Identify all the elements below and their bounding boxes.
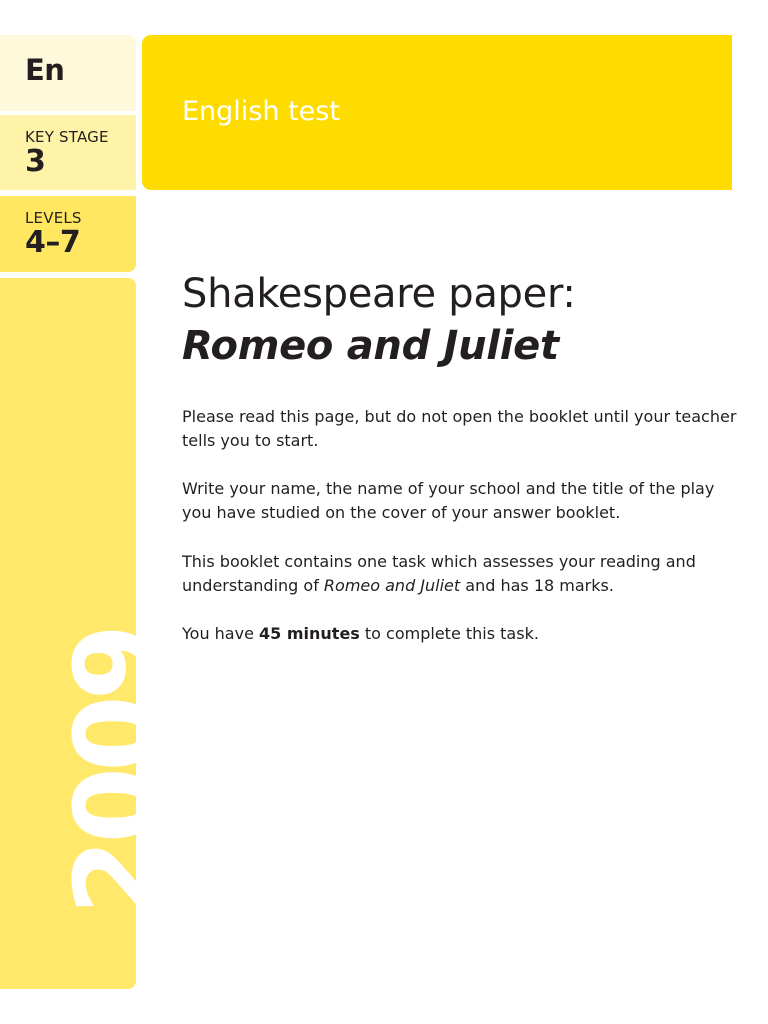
play-name-inline: Romeo and Juliet bbox=[323, 576, 461, 595]
instruction-text: and has 18 marks. bbox=[460, 576, 614, 595]
test-banner bbox=[142, 35, 732, 190]
levels-label: LEVELS bbox=[25, 209, 82, 227]
instruction-paragraph bbox=[182, 550, 742, 598]
instruction-paragraph bbox=[182, 622, 742, 646]
subject-code: En bbox=[25, 53, 65, 87]
cover-content bbox=[182, 268, 737, 643]
instruction-text: This booklet contains one task which assesses your reading and understanding of bbox=[182, 552, 696, 595]
test-name: English test bbox=[182, 96, 340, 127]
key-stage-value: 3 bbox=[25, 144, 46, 179]
year-text: 2009 bbox=[51, 628, 179, 915]
year-bar bbox=[0, 278, 179, 989]
play-title: Romeo and Juliet bbox=[182, 323, 559, 369]
levels-tab bbox=[0, 196, 136, 272]
instruction-text: to complete this task. bbox=[359, 624, 539, 643]
subject-tab bbox=[0, 35, 136, 111]
instruction-paragraph: Please read this page, but do not open the booklet until your teacher tells you to start. bbox=[182, 407, 737, 450]
levels-value: 4–7 bbox=[25, 225, 81, 260]
time-allowed: 45 minutes bbox=[259, 624, 360, 643]
instruction-paragraph: Write your name, the name of your school and the title of the play you have studied on the cover of your answer booklet. bbox=[182, 479, 715, 522]
key-stage-tab bbox=[0, 115, 136, 190]
key-stage-label: KEY STAGE bbox=[25, 128, 109, 146]
instruction-text: You have bbox=[182, 624, 260, 643]
paper-title: Shakespeare paper: bbox=[182, 271, 576, 317]
